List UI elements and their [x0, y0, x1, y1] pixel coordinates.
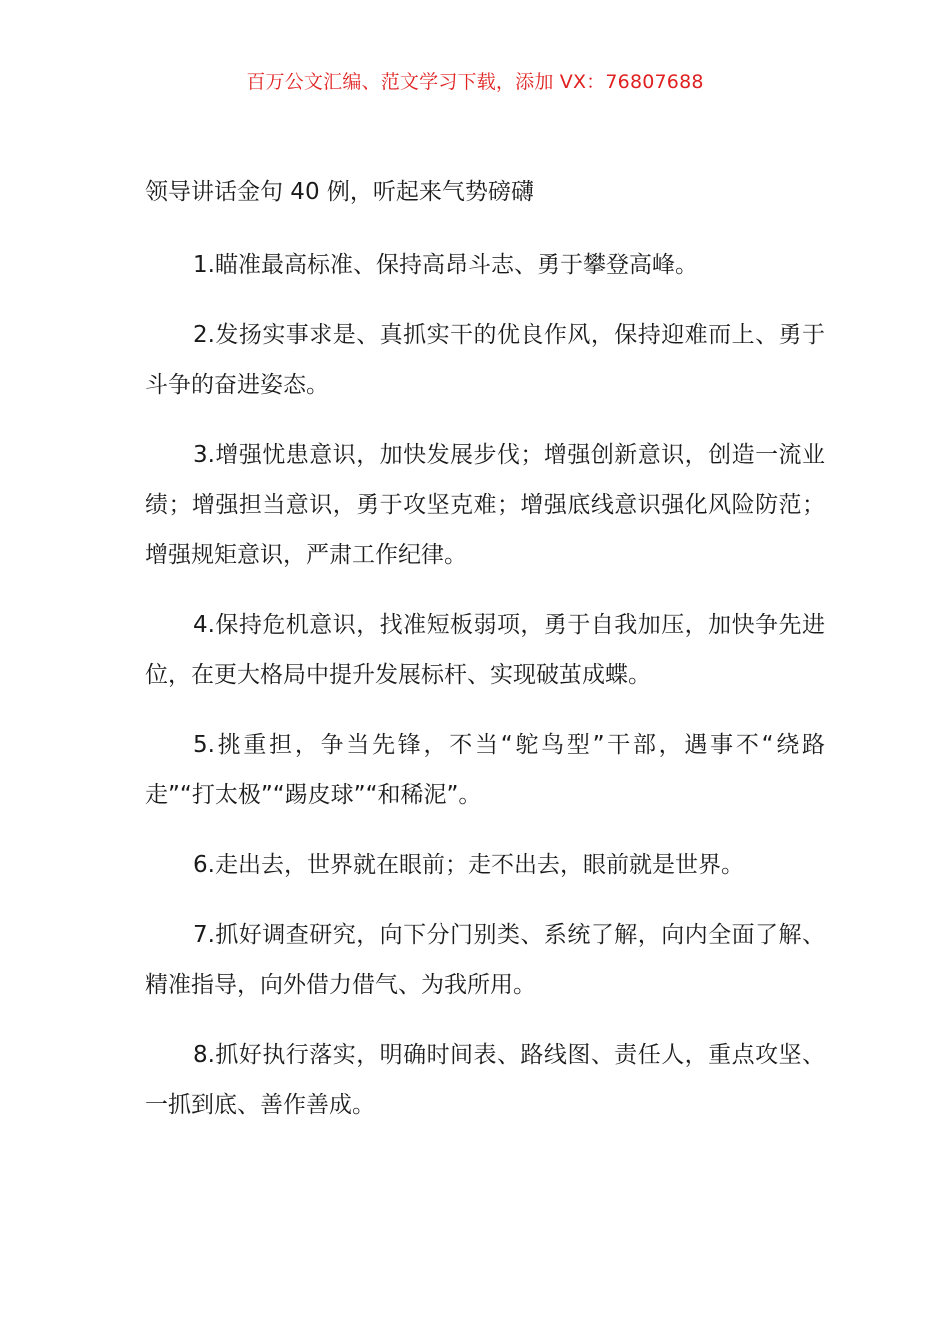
document-body: [145, 172, 825, 1150]
paragraph-7: 7.抓好调查研究，向下分门别类、系统了解，向内全面了解、精准指导，向外借力借气、为我所用。: [145, 922, 825, 998]
header-note: 百万公文汇编、范文学习下载，添加 VX：76807688: [246, 71, 704, 93]
document-title: 领导讲话金句 40 例，听起来气势磅礴: [145, 179, 534, 205]
paragraph-1: 1.瞄准最高标准、保持高昂斗志、勇于攀登高峰。: [193, 252, 698, 278]
paragraph-3: 3.增强忧患意识，加快发展步伐；增强创新意识，创造一流业绩；增强担当意识，勇于攻坚克难；增强底线意识强化风险防范；增强规矩意识，严肃工作纪律。: [145, 442, 825, 568]
paragraph-2: 2.发扬实事求是、真抓实干的优良作风，保持迎难而上、勇于斗争的奋进姿态。: [145, 322, 825, 398]
paragraph-8: 8.抓好执行落实，明确时间表、路线图、责任人，重点攻坚、一抓到底、善作善成。: [145, 1042, 825, 1118]
paragraph-5: 5.挑重担，争当先锋，不当“鸵鸟型”干部，遇事不“绕路走”“打太极”“踢皮球”“和稀泥”。: [145, 732, 825, 808]
paragraph-6: 6.走出去，世界就在眼前；走不出去，眼前就是世界。: [193, 852, 744, 878]
paragraph-4: 4.保持危机意识，找准短板弱项，勇于自我加压，加快争先进位，在更大格局中提升发展标杆、实现破茧成蝶。: [145, 612, 825, 688]
